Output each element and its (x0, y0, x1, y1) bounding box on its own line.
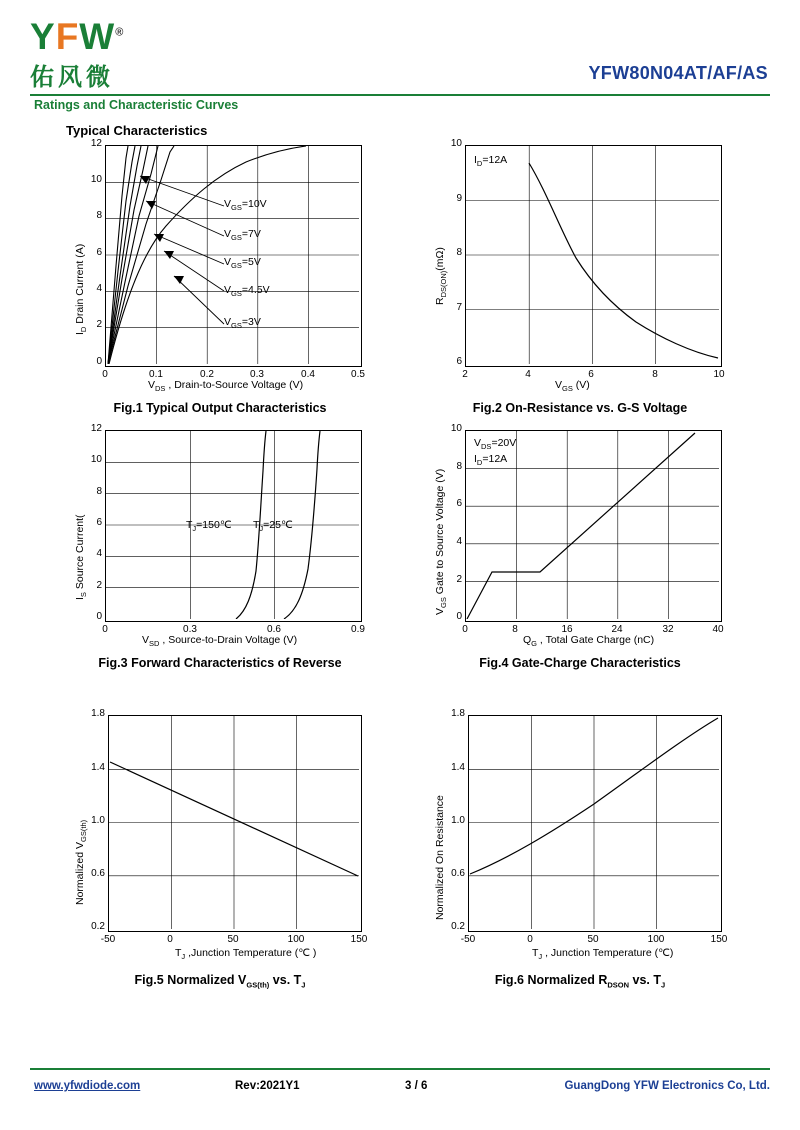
figure-1-plot (105, 145, 362, 367)
figure-2-annotation-id: $I_D=12A$ (474, 154, 508, 169)
figure-1-label-vgs-5v: $V_{GS}=5V$ (224, 256, 261, 271)
figure-4-ytick-4: 4 (456, 536, 462, 547)
figure-6-xtick-100: 100 (647, 934, 665, 945)
part-number: YFW80N04AT/AF/AS (588, 63, 768, 83)
footer-divider (30, 1068, 770, 1070)
figure-6-caption (420, 973, 740, 990)
figure-4-xtick-24: 24 (611, 624, 623, 635)
figure-4-xtick-40: 40 (712, 624, 724, 635)
figure-1-xtick-0: 0 (102, 369, 108, 380)
figure-6-ytick-0.2: 0.2 (451, 921, 465, 932)
figure-4-ytick-10: 10 (450, 423, 462, 434)
figure-2-xtick-2: 2 (462, 369, 468, 380)
figure-6-ytick-1.4: 1.4 (451, 762, 465, 773)
figure-4-annotation-id: $I_D=12A$ (474, 453, 508, 468)
figure-2-plot (465, 145, 722, 367)
figure-5-xtick-50: 50 (227, 934, 239, 945)
figure-1-xtick-0.5: 0.5 (351, 369, 365, 380)
figure-2-ytick-6: 6 (456, 356, 462, 367)
figure-5-caption-sub: GS(th) (246, 980, 270, 990)
figure-2-ytick-9: 9 (456, 193, 462, 204)
figure-4 (420, 423, 740, 710)
figure-3-ytick-2: 2 (96, 580, 102, 591)
figure-4-xtick-16: 16 (561, 624, 573, 635)
figure-3-yaxis-label: $I_S$ Source Current( (74, 514, 89, 600)
figure-2-xtick-8: 8 (652, 369, 658, 380)
figure-5-xtick--50: -50 (100, 934, 116, 945)
figure-5-caption-pre: Fig.5 Normalized V (134, 973, 247, 987)
figure-1-ytick-2: 2 (96, 319, 102, 330)
figure-4-xtick-0: 0 (462, 624, 468, 635)
figure-1 (60, 138, 380, 425)
logo-letter-w: W (79, 16, 116, 57)
figure-4-annotation-vds: $V_{DS}=20V$ (474, 437, 517, 452)
figure-5-plot (108, 715, 362, 932)
logo-wordmark (30, 18, 230, 55)
section-title: Ratings and Characteristic Curves (34, 98, 239, 112)
figure-4-ytick-8: 8 (456, 461, 462, 472)
figure-1-xtick-0.2: 0.2 (200, 369, 214, 380)
figure-4-yaxis-label: $V_{GS}$ Gate to Source Voltage (V) (434, 468, 449, 615)
figure-5-ytick-1.4: 1.4 (91, 762, 105, 773)
page-number: 3 / 6 (405, 1080, 428, 1092)
figure-6-xtick-150: 150 (710, 934, 728, 945)
company-logo (30, 16, 230, 91)
figure-5-ytick-0.6: 0.6 (91, 868, 105, 879)
figure-5-xtick-0: 0 (167, 934, 173, 945)
figure-1-xaxis-label: $V_{DS}$ , Drain-to-Source Voltage (V) (148, 379, 304, 394)
figure-3-xtick-0.3: 0.3 (183, 624, 197, 635)
figure-3-xaxis-label: $V_{SD}$ , Source-to-Drain Voltage (V) (142, 634, 298, 649)
figure-2-ytick-10: 10 (450, 138, 462, 149)
figure-4-ytick-0: 0 (456, 611, 462, 622)
figure-3-ytick-12: 12 (90, 423, 102, 434)
registered-trademark-icon: ® (115, 26, 125, 39)
figure-1-label-vgs-4p5v: $V_{GS}=4.5V$ (224, 284, 270, 299)
figure-3-xtick-0: 0 (102, 624, 108, 635)
figure-5-caption-sub2: J (301, 980, 306, 990)
figure-2-xtick-4: 4 (525, 369, 531, 380)
figure-5-svg (109, 716, 359, 929)
figure-2-xtick-6: 6 (588, 369, 594, 380)
figure-5-caption (60, 973, 380, 990)
figure-6-ytick-1.8: 1.8 (451, 708, 465, 719)
figure-1-xtick-0.4: 0.4 (301, 369, 315, 380)
figure-5-ytick-1.8: 1.8 (91, 708, 105, 719)
figure-1-ytick-6: 6 (96, 247, 102, 258)
figure-4-ytick-2: 2 (456, 574, 462, 585)
figure-1-label-vgs-10v: $V_{GS}=10V$ (224, 198, 267, 213)
logo-chinese-name: 佑风微 (30, 64, 114, 91)
figure-3-svg (106, 431, 359, 619)
figure-2-svg (466, 146, 719, 364)
figure-1-xtick-0.1: 0.1 (149, 369, 163, 380)
figure-1-ytick-10: 10 (90, 174, 102, 185)
figure-3-xtick-0.9: 0.9 (351, 624, 365, 635)
figure-3 (60, 423, 380, 710)
figure-1-ytick-0: 0 (96, 356, 102, 367)
figure-2-ytick-7: 7 (456, 302, 462, 313)
figure-3-ytick-0: 0 (96, 611, 102, 622)
figure-5-xtick-150: 150 (350, 934, 368, 945)
figure-3-xtick-0.6: 0.6 (267, 624, 281, 635)
figure-1-label-vgs-3v: $V_{GS}=3V$ (224, 316, 261, 331)
figure-3-caption: Fig.3 Forward Characteristics of Reverse (98, 656, 342, 670)
figure-6-caption-pre: Fig.6 Normalized R (494, 973, 608, 987)
figure-3-ytick-8: 8 (96, 486, 102, 497)
figure-5-yaxis-label: Normalized $V_{GS(th)}$ (74, 819, 89, 905)
figure-2 (420, 138, 740, 425)
website-link[interactable]: www.yfwdiode.com (34, 1080, 141, 1092)
figure-5-xtick-100: 100 (287, 934, 305, 945)
logo-letter-y: Y (30, 16, 56, 57)
figure-6-xtick-50: 50 (587, 934, 599, 945)
figure-1-ytick-12: 12 (90, 138, 102, 149)
figure-6-caption-post: vs. T (629, 973, 661, 987)
figure-1-yaxis-label: $I_D$ Drain Current (A) (74, 243, 89, 335)
figure-5-ytick-1.0: 1.0 (91, 815, 105, 826)
figure-5 (60, 708, 380, 1005)
figure-1-ytick-8: 8 (96, 210, 102, 221)
figure-3-label-tj150: $T_J=150℃$ (186, 519, 232, 534)
figure-6-svg (469, 716, 719, 929)
figure-5-ytick-0.2: 0.2 (91, 921, 105, 932)
figure-1-caption: Fig.1 Typical Output Characteristics (113, 401, 327, 415)
figure-4-ytick-6: 6 (456, 498, 462, 509)
figure-1-ytick-4: 4 (96, 283, 102, 294)
figure-4-caption: Fig.4 Gate-Charge Characteristics (479, 656, 681, 670)
figure-1-xtick-0.3: 0.3 (250, 369, 264, 380)
revision-text: Rev:2021Y1 (235, 1080, 300, 1092)
figure-4-xtick-32: 32 (662, 624, 674, 635)
figure-5-xaxis-label: $T_J$ ,Junction Temperature (℃ ) (175, 947, 317, 962)
header-divider (30, 94, 770, 96)
figure-6-caption-sub: DSON (607, 980, 630, 990)
figure-2-ytick-8: 8 (456, 247, 462, 258)
logo-letter-f: F (55, 16, 80, 57)
figure-3-ytick-4: 4 (96, 548, 102, 559)
figure-2-yaxis-label: $R_{DS(ON)}(m\Omega)$ (434, 247, 449, 305)
figure-6-xtick-0: 0 (527, 934, 533, 945)
page-title: Typical Characteristics (66, 123, 208, 138)
figure-6-xtick--50: -50 (460, 934, 476, 945)
figure-4-xtick-8: 8 (512, 624, 518, 635)
figure-2-xaxis-label: $V_{GS}$ (V) (555, 379, 590, 394)
figure-3-ytick-10: 10 (90, 454, 102, 465)
figure-6 (420, 708, 740, 1005)
figure-4-plot (465, 430, 722, 622)
figure-3-ytick-6: 6 (96, 517, 102, 528)
figure-6-caption-sub2: J (661, 980, 666, 990)
figure-1-label-vgs-7v: $V_{GS}=7V$ (224, 228, 261, 243)
figure-3-plot (105, 430, 362, 622)
figure-5-caption-post: vs. T (269, 973, 302, 987)
figure-2-xtick-10: 10 (713, 369, 725, 380)
figure-2-caption: Fig.2 On-Resistance vs. G-S Voltage (472, 401, 688, 415)
figure-6-ytick-1.0: 1.0 (451, 815, 465, 826)
company-name: GuangDong YFW Electronics Co, Ltd. (564, 1080, 770, 1092)
figure-6-plot (468, 715, 722, 932)
figure-6-yaxis-label: Normalized On Resistance (434, 795, 446, 920)
figure-1-svg (106, 146, 359, 364)
figure-6-ytick-0.6: 0.6 (451, 868, 465, 879)
figure-6-xaxis-label: $T_J$ , Junction Temperature (℃) (532, 947, 674, 962)
figure-4-xaxis-label: $Q_G$ , Total Gate Charge (nC) (523, 634, 655, 649)
figure-3-label-tj25: $T_J=25℃$ (253, 519, 293, 534)
